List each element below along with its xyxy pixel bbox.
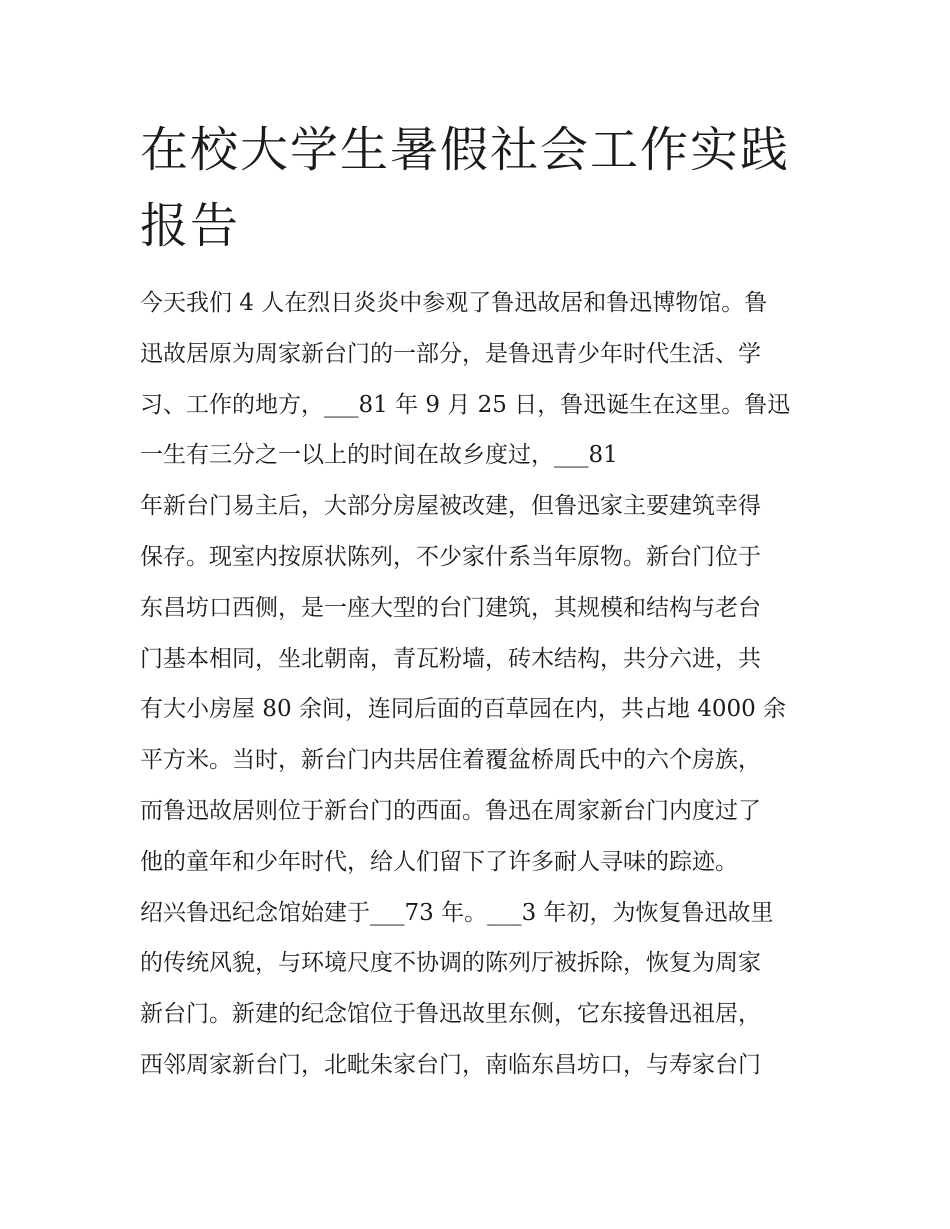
body-line: 习、工作的地方，___81 年 9 月 25 日，鲁迅诞生在这里。鲁迅 xyxy=(140,391,791,418)
title-line-1: 在校大学生暑假社会工作实践 xyxy=(140,122,791,178)
body-line: 西邻周家新台门，北毗朱家台门，南临东昌坊口，与寿家台门 xyxy=(140,1051,761,1078)
body-line: 保存。现室内按原状陈列，不少家什系当年原物。新台门位于 xyxy=(140,543,761,570)
body-line: 而鲁迅故居则位于新台门的西面。鲁迅在周家新台门内度过了 xyxy=(140,797,761,824)
document-title xyxy=(140,112,820,264)
body-line: 平方米。当时，新台门内共居住着覆盆桥周氏中的六个房族， xyxy=(140,747,761,774)
body-line: 一生有三分之一以上的时间在故乡度过，___81 xyxy=(140,442,618,469)
body-line: 东昌坊口西侧，是一座大型的台门建筑，其规模和结构与老台 xyxy=(140,594,761,621)
body-line: 有大小房屋 80 余间，连同后面的百草园在内，共占地 4000 余 xyxy=(140,696,787,723)
body-line: 他的童年和少年时代，给人们留下了许多耐人寻味的踪迹。 xyxy=(140,848,738,875)
document-body xyxy=(140,278,820,1091)
body-line: 门基本相同，坐北朝南，青瓦粉墙，砖木结构，共分六进，共 xyxy=(140,645,761,672)
body-line: 今天我们 4 人在烈日炎炎中参观了鲁迅故居和鲁迅博物馆。鲁 xyxy=(140,290,768,316)
body-line: 年新台门易主后，大部分房屋被改建，但鲁迅家主要建筑幸得 xyxy=(140,493,761,520)
body-line: 绍兴鲁迅纪念馆始建于___73 年。___3 年初，为恢复鲁迅故里 xyxy=(140,899,774,926)
body-line: 新台门。新建的纪念馆位于鲁迅故里东侧，它东接鲁迅祖居， xyxy=(140,1001,761,1028)
body-line: 的传统风貌，与环境尺度不协调的陈列厅被拆除，恢复为周家 xyxy=(140,950,761,977)
title-line-2: 报告 xyxy=(140,198,241,254)
body-line: 迅故居原为周家新台门的一部分，是鲁迅青少年时代生活、学 xyxy=(140,340,761,367)
